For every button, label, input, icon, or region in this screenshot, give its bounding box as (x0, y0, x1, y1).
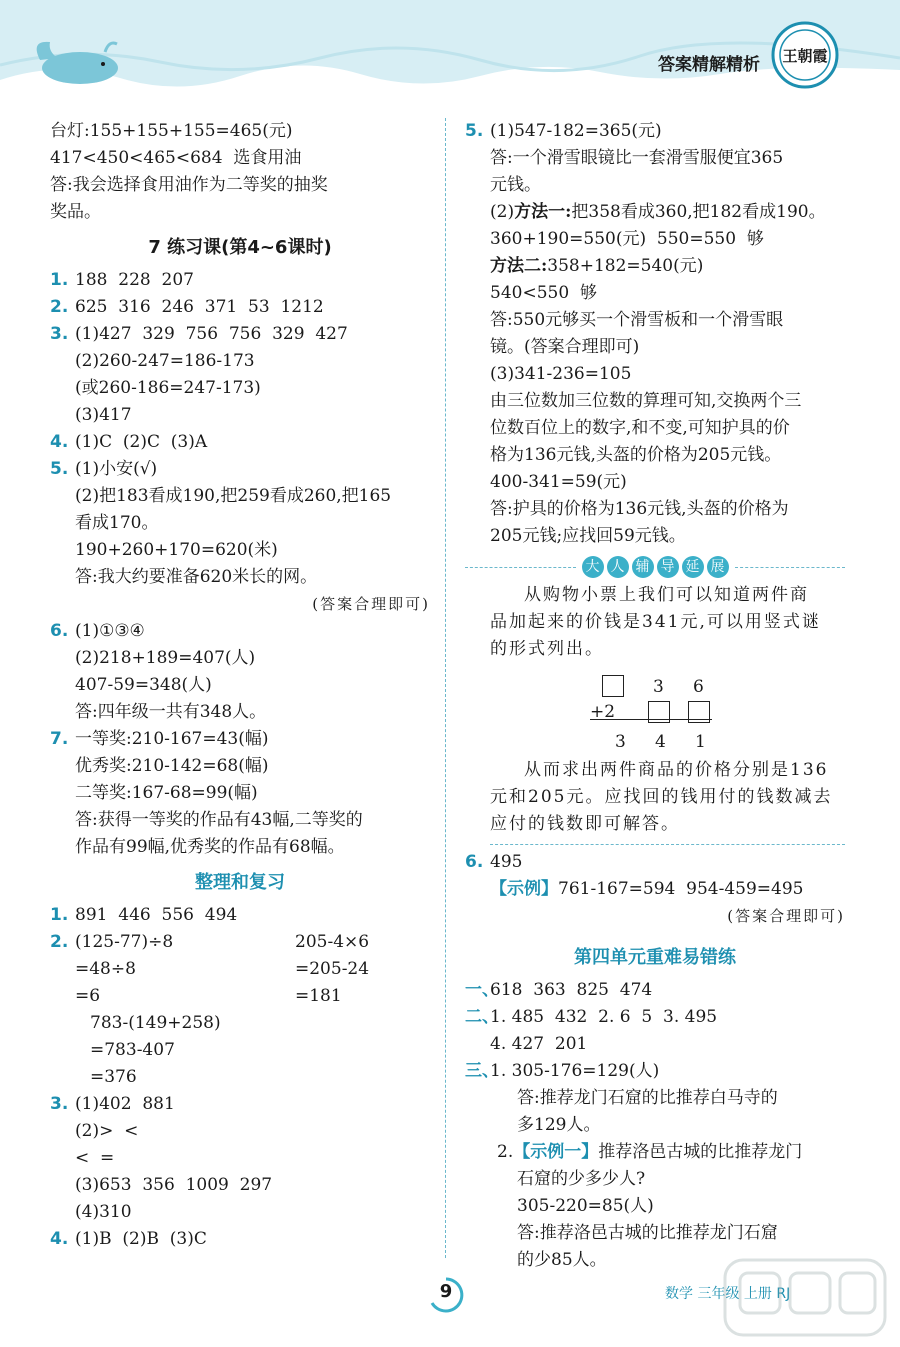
question-number: 1. (50, 905, 69, 925)
right-column (465, 118, 845, 1274)
example-label: 【示例】 (490, 879, 558, 899)
paragraph-line: 品加起来的价钱是341元,可以用竖式谜 (490, 612, 821, 632)
wave-decoration (0, 0, 900, 100)
answer-line: 石窟的少多少人? (517, 1169, 646, 1189)
answer-line: (3)653 356 1009 297 (75, 1175, 273, 1195)
answer-text: 推荐洛邑古城的比推荐龙门 (598, 1142, 803, 1162)
puzzle-plus: +2 (590, 702, 616, 722)
answer-line: 4. 427 201 (490, 1034, 588, 1054)
paragraph-line: 从购物小票上我们可以知道两件商 (524, 585, 809, 605)
answer-line: 优秀奖:210-142=68(幅) (75, 756, 269, 776)
answer-text: (1)427 329 756 756 329 427 (75, 324, 348, 344)
answer-line: 答:推荐龙门石窟的比推荐白马寺的 (517, 1088, 778, 1108)
question-number: 7. (50, 729, 69, 749)
answer-line: (3)417 (75, 405, 132, 425)
review-question-2 (50, 929, 430, 956)
review-question-3 (50, 1091, 430, 1118)
answer-line: 305-220=85(人) (517, 1196, 654, 1216)
answer-text: 358+182=540(元) (547, 256, 704, 276)
question-number: 3. (50, 1094, 69, 1114)
question-number: 1. (50, 270, 69, 290)
badge-char: 人 (607, 556, 629, 578)
answer-text: 188 228 207 (75, 270, 194, 290)
method-label: 方法二: (490, 256, 548, 276)
page-number-text: 9 (439, 1281, 453, 1302)
answer-line: (2)把183看成190,把259看成260,把165 (75, 486, 392, 506)
question-number: 6. (50, 621, 69, 641)
left-column (50, 118, 430, 1253)
answer-line: 台灯:155+155+155=465(元) (50, 121, 293, 141)
question-number: 2. (50, 932, 69, 952)
question-number: 6. (465, 852, 484, 872)
answer-text: 625 316 246 371 53 1212 (75, 297, 324, 317)
answer-line: 417<450<465<684 选食用油 (50, 148, 302, 168)
page-header (0, 0, 900, 100)
answer-line: 答:护具的价格为136元钱,头盔的价格为 (490, 499, 789, 519)
answer-line: 答:获得一等奖的作品有43幅,二等奖的 (75, 810, 363, 830)
answer-line: 783-(149+258) (90, 1013, 221, 1033)
question-6 (465, 849, 845, 876)
answer-note: (答案合理即可) (312, 595, 430, 613)
puzzle-digit: 3 (615, 732, 626, 752)
puzzle-digit: 4 (655, 732, 666, 752)
answer-line: 答:四年级一共有348人。 (75, 702, 267, 722)
watermark-logo-icon (720, 1255, 890, 1340)
question-2 (50, 294, 430, 321)
answer-line: 二等奖:167-68=99(幅) (75, 783, 258, 803)
answer-line: 答:一个滑雪眼镜比一套滑雪服便宜365 (490, 148, 784, 168)
puzzle-digit: 3 (653, 677, 664, 697)
badge-char: 辅 (632, 556, 654, 578)
answer-text: 把358看成360,把182看成190。 (571, 202, 826, 222)
answer-text: (1)①③④ (75, 621, 145, 641)
answer-line: =376 (90, 1067, 137, 1087)
answer-text: (1)402 881 (75, 1094, 175, 1114)
unit4-part-3 (465, 1058, 845, 1085)
answer-line: 407-59=348(人) (75, 675, 212, 695)
extension-paragraph (465, 582, 845, 663)
question-number: 4. (50, 1229, 69, 1249)
answer-text: =6 (75, 986, 101, 1006)
method-label: 方法一: (514, 202, 572, 222)
column-divider (445, 118, 446, 1258)
answer-text: 1. 305-176=129(人) (490, 1061, 660, 1081)
answer-text: 891 446 556 494 (75, 905, 238, 925)
paragraph-line: 应付的钱数即可解答。 (490, 814, 680, 834)
puzzle-digit: 6 (693, 677, 704, 697)
question-number: 2. (50, 297, 69, 317)
review-question-1 (50, 902, 430, 929)
section-title-review: 整理和复习 (195, 872, 285, 893)
review-question-4 (50, 1226, 430, 1253)
answer-line: 答:推荐洛邑古城的比推荐龙门石窟 (517, 1223, 778, 1243)
paragraph-line: 元和205元。应找回的钱用付的钱数减去 (490, 787, 833, 807)
answer-line: 看成170。 (75, 513, 159, 533)
answer-line: 的少85人。 (517, 1250, 607, 1270)
answer-text: 205-4×6 (295, 932, 370, 952)
svg-text:王朝霞: 王朝霞 (782, 47, 828, 65)
answer-line: 190+260+170=620(米) (75, 540, 278, 560)
example-label: 【示例一】 (513, 1142, 599, 1162)
blank-box (602, 675, 624, 697)
answer-line: 400-341=59(元) (490, 472, 627, 492)
question-6 (50, 618, 430, 645)
answer-line: 205元钱;应找回59元钱。 (490, 526, 686, 546)
question-1 (50, 267, 430, 294)
badge-char: 大 (582, 556, 604, 578)
answer-line: 答:我大约要准备620米长的网。 (75, 567, 318, 587)
part-number: 一、 (465, 980, 499, 1000)
answer-line: =783-407 (90, 1040, 175, 1060)
page-number (428, 1277, 464, 1313)
extension-badge (465, 556, 845, 578)
question-5 (50, 456, 430, 483)
answer-text: (1)C (2)C (3)A (75, 432, 208, 452)
question-number: 3. (50, 324, 69, 344)
answer-line: 格为136元钱,头盔的价格为205元钱。 (490, 445, 782, 465)
answer-text: 761-167=594 954-459=495 (558, 879, 804, 899)
answer-text: (1)小安(√) (75, 459, 158, 479)
answer-line (465, 199, 845, 226)
section-title-unit4: 第四单元重难易错练 (574, 947, 736, 968)
answer-line: (2)> < (75, 1121, 139, 1141)
answer-text: 618 363 825 474 (490, 980, 653, 1000)
answer-text: 495 (490, 852, 523, 872)
badge-char: 展 (707, 556, 729, 578)
unit4-part-1 (465, 977, 845, 1004)
sum-line (590, 719, 712, 720)
badge-char: 延 (682, 556, 704, 578)
answer-line: < = (75, 1148, 115, 1168)
answer-line: (4)310 (75, 1202, 132, 1222)
answer-line (465, 1139, 845, 1166)
answer-line: 元钱。 (490, 175, 541, 195)
answer-text: (1)B (2)B (3)C (75, 1229, 207, 1249)
part-number: 三、 (465, 1061, 499, 1081)
divider-line (490, 844, 845, 845)
answer-line: (或260-186=247-173) (75, 378, 261, 398)
section-title-lesson7: 7 练习课(第4~6课时) (148, 237, 332, 258)
question-7 (50, 726, 430, 753)
brand-seal-icon (770, 20, 840, 90)
answer-line: 位数百位上的数字,和不变,可知护具的价 (490, 418, 790, 438)
paragraph-line: 从而求出两件商品的价格分别是136 (524, 760, 829, 780)
answer-text: =48÷8 (75, 959, 136, 979)
answer-line: 镜。(答案合理即可) (490, 337, 640, 357)
answer-line: 540<550 够 (490, 283, 597, 303)
vertical-addition-puzzle (465, 669, 845, 779)
answer-line (465, 876, 845, 903)
footer-subject: 数学 三年级 上册 RJ (665, 1286, 791, 1302)
answer-line: (2)218+189=407(人) (75, 648, 256, 668)
answer-text: =181 (295, 986, 342, 1006)
answer-line: 奖品。 (50, 202, 101, 222)
header-title: 答案精解精析 (658, 55, 760, 75)
answer-text: (2) (490, 202, 515, 222)
sub-number: 2. (497, 1142, 514, 1162)
puzzle-digit: 1 (695, 732, 706, 752)
answer-note: (答案合理即可) (727, 907, 845, 925)
answer-line: 答:我会选择食用油作为二等奖的抽奖 (50, 175, 328, 195)
answer-text: (1)547-182=365(元) (490, 121, 662, 141)
answer-line: 答:550元够买一个滑雪板和一个滑雪眼 (490, 310, 784, 330)
answer-line: 360+190=550(元) 550=550 够 (490, 229, 764, 249)
answer-line: (2)260-247=186-173 (75, 351, 255, 371)
answer-text: 1. 485 432 2. 6 5 3. 495 (490, 1007, 718, 1027)
answer-text: =205-24 (295, 959, 370, 979)
question-4 (50, 429, 430, 456)
question-number: 5. (465, 121, 484, 141)
paragraph-line: 的形式列出。 (490, 639, 604, 659)
question-number: 4. (50, 432, 69, 452)
question-5 (465, 118, 845, 145)
answer-line (465, 253, 845, 280)
question-3 (50, 321, 430, 348)
answer-line: (3)341-236=105 (490, 364, 632, 384)
question-number: 5. (50, 459, 69, 479)
answer-line: 多129人。 (517, 1115, 601, 1135)
answer-line: 由三位数加三位数的算理可知,交换两个三 (490, 391, 802, 411)
answer-line: 作品有99幅,优秀奖的作品有68幅。 (75, 837, 345, 857)
badge-char: 导 (657, 556, 679, 578)
part-number: 二、 (465, 1007, 499, 1027)
unit4-part-2 (465, 1004, 845, 1031)
answer-text: (125-77)÷8 (75, 932, 174, 952)
answer-text: 一等奖:210-167=43(幅) (75, 729, 269, 749)
